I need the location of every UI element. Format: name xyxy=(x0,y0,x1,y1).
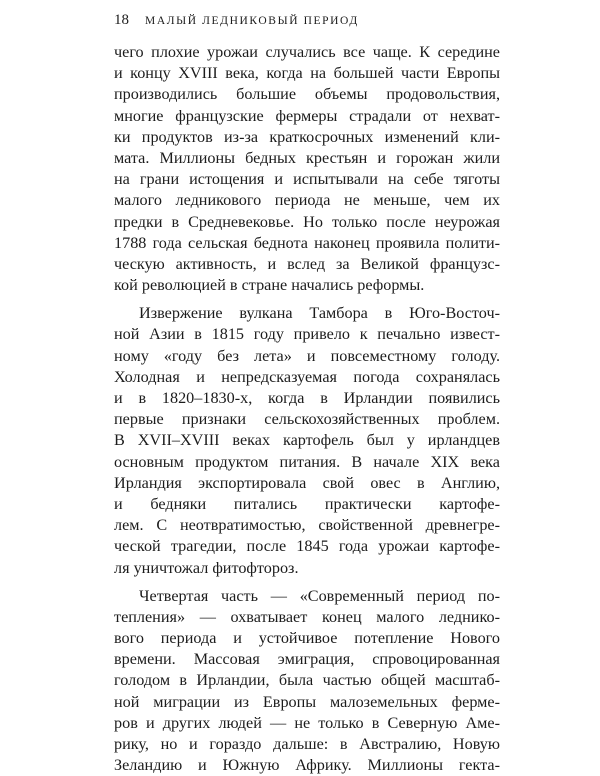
text-line: голодом в Ирландии, была частью общей масштаб- xyxy=(114,671,500,690)
text-line: Холодная и непредсказуемая погода сохранялась xyxy=(114,367,500,386)
text-line: первые признаки сельскохозяйственных проблем. xyxy=(114,410,500,429)
paragraph-3 xyxy=(114,586,500,776)
body-text xyxy=(114,42,500,776)
text-line: ной миграции из Европы малоземельных фермe- xyxy=(114,692,500,711)
page-header xyxy=(114,12,359,29)
text-line: ному «году без лета» и повсеместному голоду. xyxy=(114,346,500,365)
text-line: времени. Массовая эмиграция, спровоцированная xyxy=(114,650,500,669)
text-line: вого периода и устойчивое потепление Нового xyxy=(114,629,500,648)
text-line: мата. Миллионы бедных крестьян и горожан жили xyxy=(114,148,500,167)
text-line: ческую активность, и вслед за Великой французс- xyxy=(114,254,500,273)
text-line: Четвертая часть — «Современный период по- xyxy=(139,586,500,605)
page-number: 18 xyxy=(114,12,129,28)
text-line: 1788 года сельская беднота наконец проявила полити- xyxy=(114,233,500,252)
text-line: и в 1820–1830-х, когда в Ирландии появились xyxy=(114,389,500,407)
text-line: тепления» — охватывает конец малого леднико- xyxy=(114,607,500,626)
text-line: В XVII–XVIII веках картофель был у ирландцев xyxy=(114,431,500,450)
text-line: рику, но и гораздо дальше: в Австралию, Новую xyxy=(114,735,500,753)
text-line: ной Азии в 1815 году привело к печально извест- xyxy=(114,325,500,344)
text-line: ля уничтожал фитофтороз. xyxy=(114,558,299,577)
text-line: Извержение вулкана Тамбора в Юго-Восточ- xyxy=(139,304,500,323)
text-line: Ирландия экспортировала свой овес в Англию, xyxy=(114,473,500,492)
text-line: чего плохие урожаи случались все чаще. К середине xyxy=(114,43,500,61)
text-line: основным продуктом питания. В начале XIX века xyxy=(114,452,500,471)
text-line: малого ледникового периода не меньше, чем их xyxy=(114,191,500,210)
text-line: многие французские фермеры страдали от нехват- xyxy=(114,106,500,125)
text-line: и бедняки питались практически картофе- xyxy=(114,494,500,513)
paragraph-2 xyxy=(114,303,500,578)
text-line: предки в Средневековье. Но только после неурожая xyxy=(114,212,500,231)
text-line: ров и других людей — не только в Северную Аме- xyxy=(114,713,500,732)
text-line: и концу XVIII века, когда на большей части Европы xyxy=(114,64,500,83)
running-title: МАЛЫЙ ЛЕДНИКОВЫЙ ПЕРИОД xyxy=(145,15,359,27)
text-line: производились большие объемы продовольствия, xyxy=(114,85,500,104)
paragraph-1 xyxy=(114,42,500,296)
text-line: ческой трагедии, после 1845 года урожаи картофе- xyxy=(114,537,500,556)
text-line: Зеландию и Южную Африку. Миллионы гекта- xyxy=(114,756,500,775)
text-line: ки продуктов из-за краткосрочных изменений кли- xyxy=(114,127,500,146)
text-line: на грани истощения и испытывали на себе тяготы xyxy=(114,170,500,189)
text-line: лем. С неотвратимостью, свойственной древнегре- xyxy=(114,516,500,535)
text-line: кой революцией в стране начались реформы. xyxy=(114,276,425,295)
